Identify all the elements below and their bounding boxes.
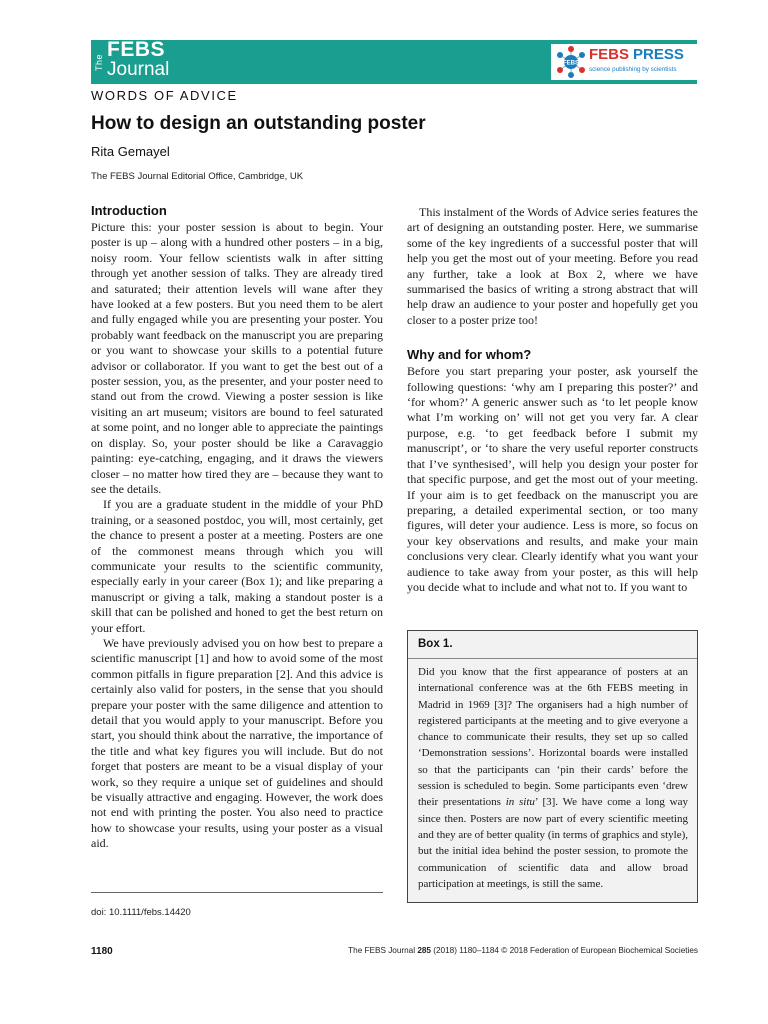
box-text-part-2: ’ [3]. We have come a long way since then. Posters are now part of every scientific meeting and they are of better quality (in terms of graphics and style), but the initial idea behind the poster session, to promote the communication of scientific data and allow broad participation at meetings, is still the same. xyxy=(418,796,688,890)
logo-febs: FEBS xyxy=(107,38,166,61)
why-paragraph: Before you start preparing your poster, ask yourself the following questions: ‘why am I preparing this poster?’ and ‘for whom?’ A generic answer such as ‘to let people know what I’m working on’ will not get you very far. A clear purpose, e.g. ‘to get feedback before I submit my manuscript’, or ‘to share the very useful reporter constructs that I’ve synthesised’, will help you design your poster for that specific purpose, and get the most out of your meeting. If your aim is to get feedback on the manuscript you are preparing, a detailed experimental section, or too many figures, will deter your audience. Less is more, so focus on your key observations and results, and make your main conclusions very clear. Clearly identify what you want your audience to take away from your poster, as this will help you decide what to include and what not to. If you want to xyxy=(407,364,698,594)
box-1 xyxy=(407,630,698,903)
journal-banner xyxy=(91,40,697,84)
doi-divider xyxy=(91,892,383,893)
citation-volume: 285 xyxy=(417,946,431,955)
press-press-text: PRESS xyxy=(633,46,684,63)
press-febs-text: FEBS xyxy=(589,46,630,63)
section-label: WORDS OF ADVICE xyxy=(91,88,238,103)
page-number: 1180 xyxy=(91,946,113,957)
why-heading: Why and for whom? xyxy=(407,347,532,363)
box-text-part-1: Did you know that the first appearance of posters at an international conference was at the 6th FEBS meeting in Madrid in 1969 [3]? The organisers had a high number of registered participants at the meeting and to give everyone a chance to communicate their results, they set up so called ‘Demonstration sessions’. Horizontal boards were installed so that the participants can ‘pin their cards’ before the session is scheduled to begin. Some participants even ‘drew their presentations xyxy=(418,666,688,809)
doi-text: doi: 10.1111/febs.14420 xyxy=(91,907,191,918)
left-column xyxy=(91,203,383,852)
febs-press-molecule-icon xyxy=(555,45,587,79)
article-title: How to design an outstanding poster xyxy=(91,113,426,134)
box-title: Box 1. xyxy=(418,638,453,650)
footer-citation xyxy=(348,946,698,955)
febs-press-logo xyxy=(551,44,697,80)
citation-rest: (2018) 1180–1184 © 2018 Federation of European Biochemical Societies xyxy=(431,946,698,955)
right-intro-paragraph: This instalment of the Words of Advice series features the art of designing an outstanding poster. Here, we summarise some of the key ingredients of a successful poster that will help you get the most out of your meeting. Before you read any further, take a look at Box 2, where we have summarised the basics of writing a strong abstract that will help draw an audience to your poster and hopefully get you closer to a poster prize too! xyxy=(407,205,698,327)
introduction-heading: Introduction xyxy=(91,203,167,218)
right-column xyxy=(407,205,698,595)
logo-the: The xyxy=(94,53,104,71)
intro-paragraph-1: Picture this: your poster session is about to begin. Your poster is up – along with a hundred other posters – in a big, noisy room. Your fellow scientists walk in after sitting through yet another session of talks. They are already tired and saturated; their attention levels will wane after they have looked at a few posters. But you need them to be alert and fully engaged while you are presenting your poster. You probably want feedback on the manuscript you are preparing or you want to showcase your skills to a potential future advisor or collaborator. If you want to get the best out of a poster session, you, as the presenter, and your poster need to stand out from the crowd. Viewing a poster session is like visiting an art museum; visitors are bound to feel saturated at some point, and no longer able to appreciate the paintings on display. So, your poster should be like a Caravaggio painting: eye-catching, engaging, and it draws the viewers closer – no matter how tired they are – because they want to see the details. xyxy=(91,220,383,496)
intro-paragraph-2: If you are a graduate student in the middle of your PhD training, or a seasoned postdoc, you will, most certainly, get the chance to present a poster at a meeting. Posters are one of the commonest means through which you will communicate your results to the scientific community, especially early in your career (Box 1); and like preparing a manuscript or giving a talk, making a standout poster is a skill that can be polished and honed to get the best return on your effort. xyxy=(91,497,383,635)
press-tagline: science publishing by scientists xyxy=(589,66,677,73)
citation-journal: The FEBS Journal xyxy=(348,946,418,955)
author-affiliation: The FEBS Journal Editorial Office, Cambridge, UK xyxy=(91,171,304,182)
logo-journal: Journal xyxy=(107,59,170,80)
intro-paragraph-3: We have previously advised you on how best to prepare a scientific manuscript [1] and how to avoid some of the most common pitfalls in figure preparation [2]. And this advice is certainly also valid for posters, in the sense that you should prepare your poster with the same diligence and attention to detail that you would apply to your manuscript. Before you start, you should think about the narrative, the importance of the title and what key figures you will include. But do not forget that posters are meant to be a visual display of your work, so they require a unique set of guidelines and should be visually attractive and engaging. However, the work does not end with printing the poster. You also need to practice how to showcase your results, using your poster as a visual aid. xyxy=(91,635,383,851)
box-divider xyxy=(408,658,697,659)
author-name: Rita Gemayel xyxy=(91,144,170,159)
box-text-italic: in situ xyxy=(505,796,535,809)
box-text xyxy=(418,664,688,892)
svg-text:FEBS: FEBS xyxy=(562,60,580,67)
